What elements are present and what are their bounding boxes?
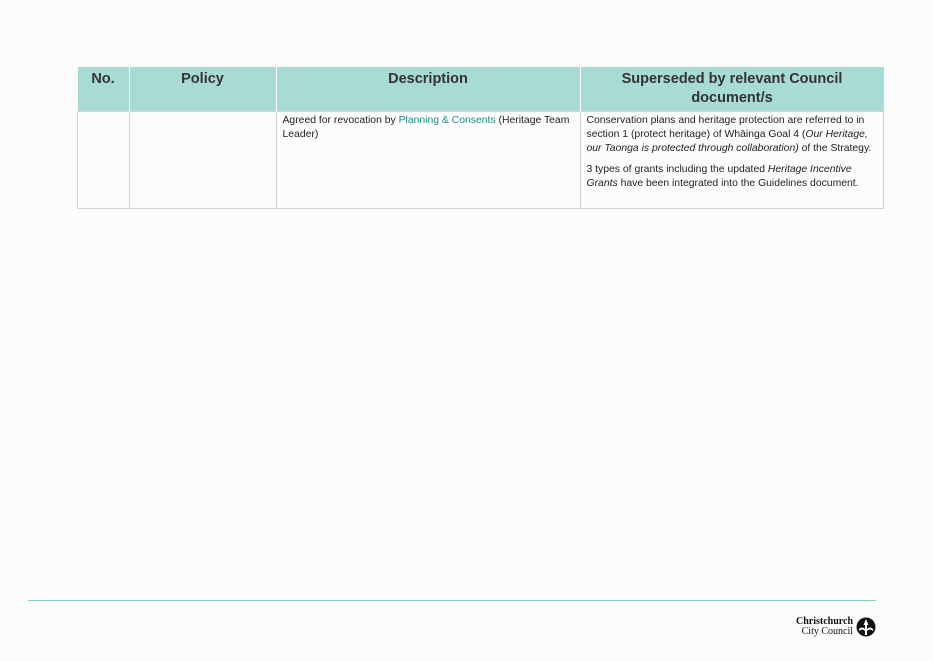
logo-line-2: City Council (801, 626, 854, 637)
logo-line-1: Christchurch (796, 616, 854, 627)
christchurch-city-council-logo (796, 617, 876, 637)
table-header-row (78, 67, 884, 112)
planning-consents-link[interactable]: Planning & Consents (398, 115, 496, 126)
table-row (78, 112, 884, 209)
cell-policy (129, 112, 276, 209)
superseded-paragraph-1 (587, 114, 878, 156)
para1-text: Conservation plans and heritage protection are referred to in section 1 (protect heritage) of Whāinga Goal 4 ( (586, 115, 865, 140)
para1-italic: Our Heritage, our Taonga is protected through collaboration) (586, 129, 868, 154)
header-superseded: Superseded by relevant Council document/s (580, 67, 884, 112)
footer-divider (28, 600, 876, 601)
para1-end: of the Strategy. (798, 143, 872, 154)
header-description: Description (276, 67, 580, 112)
para2-italic: Heritage Incentive Grants (586, 164, 852, 189)
cell-no (78, 112, 130, 209)
para2-end: have been integrated into the Guidelines document. (617, 178, 859, 189)
cell-description (276, 112, 580, 209)
header-policy: Policy (129, 67, 276, 112)
council-emblem-icon (856, 617, 876, 637)
description-prefix: Agreed for revocation by (282, 115, 399, 126)
para2-text: 3 types of grants including the updated (586, 164, 768, 175)
logo-wordmark (796, 617, 853, 637)
description-suffix: (Heritage Team Leader) (282, 115, 570, 140)
policy-table (77, 67, 884, 209)
cell-superseded (580, 112, 884, 209)
superseded-paragraph-2 (587, 163, 878, 191)
header-no: No. (78, 67, 130, 112)
